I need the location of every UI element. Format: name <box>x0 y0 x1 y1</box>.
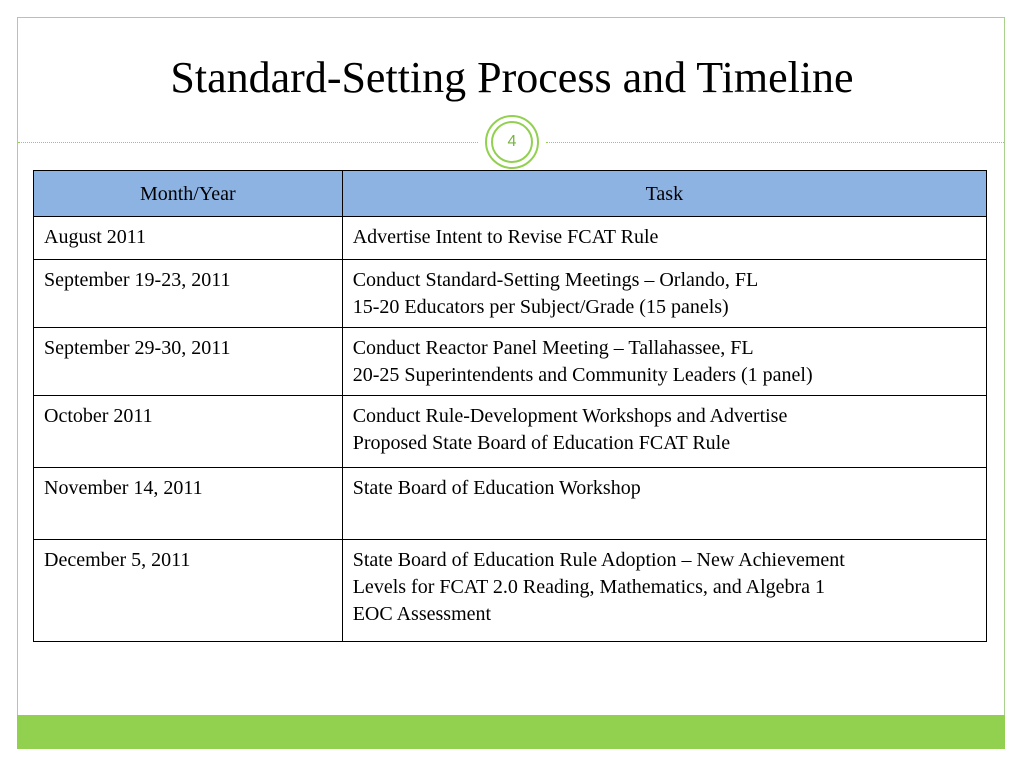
table-row <box>34 540 987 642</box>
title-divider-right <box>546 142 1004 143</box>
slide-title: Standard-Setting Process and Timeline <box>170 53 854 102</box>
slide-number-badge <box>485 115 539 169</box>
task-cell <box>342 468 986 540</box>
date-cell: November 14, 2011 <box>34 468 343 540</box>
task-line: Levels for FCAT 2.0 Reading, Mathematics, and Algebra 1 <box>352 576 826 598</box>
task-cell <box>342 396 986 468</box>
task-cell <box>342 328 986 396</box>
header-task: Task <box>342 171 986 217</box>
task-line: Conduct Rule-Development Workshops and Advertise <box>352 405 788 427</box>
table-row <box>34 328 987 396</box>
table-header-row <box>34 171 987 217</box>
task-cell <box>342 260 986 328</box>
task-line: EOC Assessment <box>352 603 492 625</box>
date-cell: September 29-30, 2011 <box>34 328 343 396</box>
task-cell <box>342 217 986 260</box>
task-cell <box>342 540 986 642</box>
task-line: Conduct Reactor Panel Meeting – Tallahassee, FL <box>352 337 754 359</box>
date-cell: October 2011 <box>34 396 343 468</box>
title-divider-left <box>18 142 478 143</box>
table-row <box>34 260 987 328</box>
table-row <box>34 396 987 468</box>
table-row <box>34 217 987 260</box>
task-line: Conduct Standard-Setting Meetings – Orlando, FL <box>352 269 759 291</box>
date-cell: September 19-23, 2011 <box>34 260 343 328</box>
timeline-table <box>33 170 987 642</box>
date-cell: August 2011 <box>34 217 343 260</box>
task-line: 15-20 Educators per Subject/Grade (15 panels) <box>352 296 729 318</box>
table-row <box>34 468 987 540</box>
footer-accent-bar <box>17 715 1005 749</box>
task-line: State Board of Education Workshop <box>352 477 641 499</box>
header-month-year: Month/Year <box>34 171 343 217</box>
task-line: State Board of Education Rule Adoption – New Achievement <box>352 549 845 571</box>
date-cell: December 5, 2011 <box>34 540 343 642</box>
task-line: Proposed State Board of Education FCAT Rule <box>352 432 731 454</box>
task-line: 20-25 Superintendents and Community Leaders (1 panel) <box>352 364 813 386</box>
task-line: Advertise Intent to Revise FCAT Rule <box>352 226 659 248</box>
slide-number: 4 <box>491 121 533 163</box>
